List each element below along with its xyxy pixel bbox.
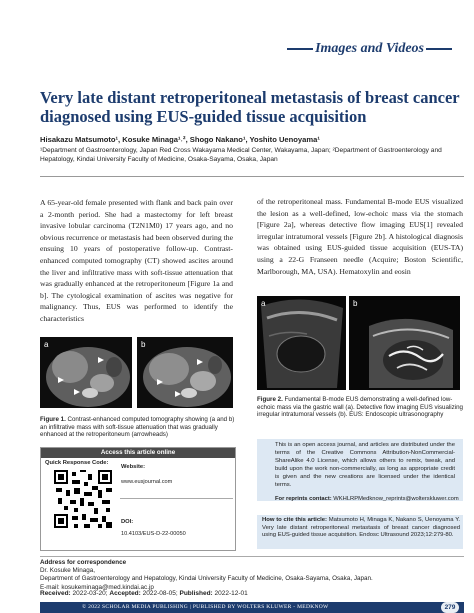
figure-1a-ct-image bbox=[40, 337, 132, 408]
published-label: Published: bbox=[179, 590, 213, 597]
body-column-left: A 65-year-old female presented with flank and back pain over a 2-month period. She had a mastectomy for left breast invasive lobular carcinoma (T2N1M0) 17 years ago, and no obvious recurrence or metastasis had been observed during the ensuing 10 years of postoperative follow-up. Contrast-enhanced computed tomography (CT) showed ascites around the liver and infiltrative mass with soft-tissue attenuation that was gradually enhanced at the retroperitoneum [Figure 1a and b]. The cytological examination of ascites was negative for malignancy. Thus, EUS was performed to identify the characteristics bbox=[40, 198, 233, 323]
published-date: 2022-12-01 bbox=[212, 590, 248, 597]
page-number: 279 bbox=[441, 602, 459, 613]
section-label: Images and Videos bbox=[315, 41, 424, 56]
citation-text: Matsumoto H, Minaga K, Nakano S, Uenoyama Y. Very late distant retroperitoneal metastasis of breast cancer diagnosed using EUS-guided tissue acquisition. Endosc Ultrasound 2023;12:279-80. bbox=[262, 517, 460, 539]
access-heading: Access this article online bbox=[41, 448, 235, 458]
doi-label: DOI: bbox=[121, 519, 134, 525]
author-list: Hisakazu Matsumoto¹, Kosuke Minaga¹˒², Shogo Nakano¹, Yoshito Uenoyama¹ bbox=[40, 135, 320, 144]
figure-2-caption bbox=[257, 396, 463, 419]
accepted-label: Accepted: bbox=[109, 590, 141, 597]
figure-2a-eus-image bbox=[257, 296, 346, 390]
figure-1b-label: b bbox=[141, 340, 146, 349]
affiliations: ¹Department of Gastroenterology, Japan Red Cross Wakayama Medical Center, Wakayama, Japan; ²Department of Gastroenterology and Hepatology, Kindai University Faculty of Medicine, Osaka-Sayama, Osaka, Japan bbox=[40, 147, 442, 163]
open-access-notice: This is an open access journal, and articles are distributed under the terms of the Creative Commons Attribution-NonCommercial-ShareAlike 4.0 License, which allows others to remix, tweak, and build upon the work non-commercially, as long as appropriate credit is given and the new creations are licensed under the identical terms. bbox=[275, 442, 455, 488]
section-heading bbox=[285, 41, 454, 57]
figure-2b-eus-image bbox=[349, 296, 460, 390]
website-label: Website: bbox=[121, 464, 146, 470]
divider bbox=[40, 176, 464, 177]
figure-2-caption-text: Fundamental B-mode EUS demonstrating a well-defined low-echoic mass via the gastric wall (a). Detective flow imaging EUS visualizing irregular intratumoral vessels (b). EUS: Endoscopic ultrasonography bbox=[257, 396, 463, 419]
article-title: Very late distant retroperitoneal metastasis of breast cancer diagnosed using EUS-guided tissue acquisition bbox=[40, 88, 460, 126]
figure-1-caption-text: Contrast-enhanced computed tomography showing (a and b) an infiltrative mass with soft-tissue attenuation that was gradually enhanced at the retroperitoneum (arrowheads) bbox=[40, 416, 235, 439]
figure-2a-label: a bbox=[261, 299, 266, 308]
citation-label: How to cite this article: bbox=[262, 517, 327, 523]
reprints-label: For reprints contact: bbox=[275, 496, 332, 502]
website-link[interactable]: www.eusjournal.com bbox=[121, 479, 173, 485]
access-online-box bbox=[40, 447, 236, 551]
correspondence-email[interactable]: E-mail: kosukeminaga@med.kindai.ac.jp bbox=[40, 583, 154, 591]
correspondence-heading: Address for correspondence bbox=[40, 559, 127, 566]
figure-2-caption-label: Figure 2. bbox=[257, 396, 283, 403]
doi-link[interactable]: 10.4103/EUS-D-22-00050 bbox=[121, 531, 186, 537]
figure-2b-label: b bbox=[353, 299, 358, 308]
correspondence-name: Dr. Kosuke Minaga, bbox=[40, 567, 95, 575]
figure-1-caption-label: Figure 1. bbox=[40, 416, 66, 423]
body-column-right: of the retroperitoneal mass. Fundamental B-mode EUS visualized the lesion as a well-defined, low-echoic mass via the stomach [Figure 2a], whereas detective flow imaging EUS[1] revealed irregular intratumoral vessels [Figure 2b]. A histological diagnosis was obtained using EUS-guided tissue acquisition (EUS-TA) using a 22-G Franseen needle (Acquire; Boston Scientific, Marlborough, MA, USA). Hematoxylin and eosin bbox=[257, 197, 463, 276]
publication-dates bbox=[40, 590, 248, 597]
figure-1b-ct-image bbox=[137, 337, 233, 408]
correspondence-address: Department of Gastroenterology and Hepatology, Kindai University Faculty of Medicine, Osaka-Sayama, Osaka, Japan. bbox=[40, 575, 373, 583]
reprints-contact bbox=[275, 496, 459, 502]
received-date: 2022-03-20; bbox=[70, 590, 110, 597]
figure-1-caption bbox=[40, 416, 236, 439]
heading-rule-right bbox=[426, 48, 452, 50]
heading-rule-left bbox=[287, 48, 313, 50]
correspondence-block bbox=[40, 556, 464, 592]
access-divider bbox=[120, 498, 233, 499]
qr-label: Quick Response Code: bbox=[45, 460, 109, 466]
reprints-email[interactable]: WKHLRPMedknow_reprints@wolterskluwer.com bbox=[331, 496, 459, 502]
qr-code-icon[interactable] bbox=[54, 470, 112, 528]
figure-1a-label: a bbox=[44, 340, 49, 349]
accepted-date: 2022-08-05; bbox=[140, 590, 180, 597]
citation bbox=[262, 517, 460, 540]
received-label: Received: bbox=[40, 590, 71, 597]
footer-text: © 2022 SCHOLAR MEDIA PUBLISHING | PUBLISHED BY WOLTERS KLUWER - MEDKNOW bbox=[82, 604, 329, 610]
